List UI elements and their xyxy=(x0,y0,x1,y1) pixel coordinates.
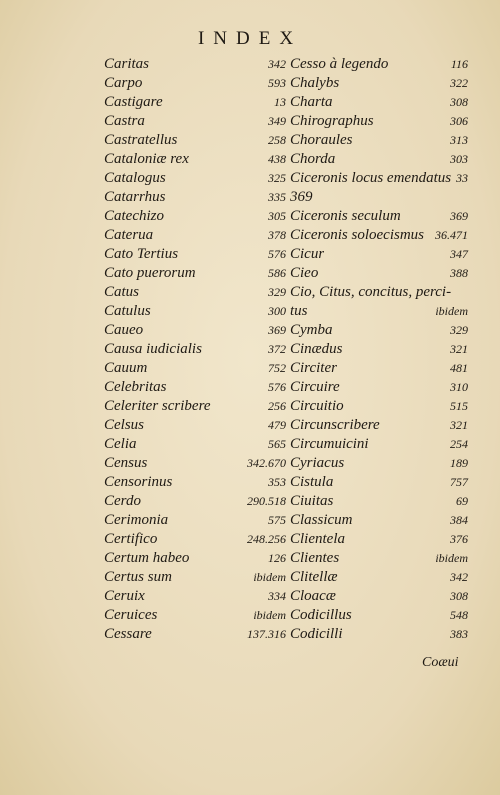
index-term: Cauum xyxy=(104,360,148,376)
index-term: Cesso à legendo xyxy=(290,56,389,72)
index-term: Cistula xyxy=(290,474,334,490)
page-reference: 372 xyxy=(268,342,286,356)
page-reference: 353 xyxy=(268,475,286,489)
page-reference: 116 xyxy=(450,57,468,71)
index-entry xyxy=(104,55,286,74)
index-entry xyxy=(290,359,468,378)
page-reference: 300 xyxy=(268,304,286,318)
index-term: Caueo xyxy=(104,322,144,338)
catchword: Coæui xyxy=(422,655,459,670)
page-reference: 322 xyxy=(450,76,468,90)
index-term: Circiter xyxy=(290,360,337,376)
index-term: Cinædus xyxy=(290,341,343,357)
page-reference: 313 xyxy=(450,133,468,147)
index-term: Choraules xyxy=(290,132,353,148)
index-entry xyxy=(290,131,468,150)
index-term: Ceruices xyxy=(104,607,158,623)
index-entry xyxy=(104,435,286,454)
page-reference: 137.316 xyxy=(247,627,286,641)
index-entry xyxy=(290,454,468,473)
index-term: Cato puerorum xyxy=(104,265,196,281)
page-reference: 383 xyxy=(450,627,468,641)
index-entry xyxy=(104,454,286,473)
index-entry xyxy=(104,150,286,169)
index-entry xyxy=(104,340,286,359)
index-term: Cerimonia xyxy=(104,512,169,528)
index-term: Catalogus xyxy=(104,170,166,186)
index-entry xyxy=(290,511,468,530)
index-entry xyxy=(104,264,286,283)
index-entry xyxy=(104,549,286,568)
page-reference: 752 xyxy=(268,361,286,375)
page-reference: 586 xyxy=(268,266,286,280)
index-entry xyxy=(104,245,286,264)
page-reference: 33 xyxy=(456,171,468,185)
index-entry xyxy=(290,245,468,264)
page-reference: 576 xyxy=(268,380,286,394)
page-reference: 36.471 xyxy=(435,228,468,242)
index-entry xyxy=(104,397,286,416)
page-reference: 438 xyxy=(268,152,286,166)
index-entry xyxy=(290,169,468,188)
index-term: Cato Tertius xyxy=(104,246,179,262)
index-term: Certum habeo xyxy=(104,550,190,566)
index-entry xyxy=(104,112,286,131)
index-term: Chorda xyxy=(290,151,336,167)
index-entry xyxy=(290,93,468,112)
index-term: Catulus xyxy=(104,303,151,319)
page-reference: 378 xyxy=(268,228,286,242)
page-reference: 376 xyxy=(450,532,468,546)
index-entry xyxy=(104,226,286,245)
index-term: Ciceronis soloecismus xyxy=(290,227,425,243)
index-entry xyxy=(290,530,468,549)
index-term: Codicilli xyxy=(290,626,343,642)
index-entry xyxy=(104,625,286,644)
index-entry xyxy=(290,150,468,169)
index-entry xyxy=(290,473,468,492)
index-entry xyxy=(290,416,468,435)
page-reference: 189 xyxy=(450,456,468,470)
index-entry xyxy=(290,302,468,321)
index-entry xyxy=(104,283,286,302)
page-reference: 329 xyxy=(450,323,468,337)
index-entry xyxy=(104,359,286,378)
index-term: Cio, Citus, concitus, perci- xyxy=(290,284,452,300)
index-entry xyxy=(104,321,286,340)
index-entry xyxy=(104,530,286,549)
index-entry xyxy=(290,378,468,397)
page-reference: 575 xyxy=(268,513,286,527)
index-term: Caritas xyxy=(104,56,150,72)
index-term: Ciceronis seculum xyxy=(290,208,401,224)
index-entry xyxy=(104,587,286,606)
page-reference: 548 xyxy=(450,608,468,622)
index-entry xyxy=(104,473,286,492)
index-entry xyxy=(290,435,468,454)
page-reference: 479 xyxy=(268,418,286,432)
page-reference: ibidem xyxy=(253,570,286,584)
index-term: 369 xyxy=(290,189,313,205)
page-reference: 342 xyxy=(450,570,468,584)
index-term: Chalybs xyxy=(290,75,340,91)
page-reference: 256 xyxy=(268,399,286,413)
index-term: Ceruix xyxy=(104,588,145,604)
index-term: Ciuitas xyxy=(290,493,334,509)
index-term: Cloacæ xyxy=(290,588,336,604)
index-term: tus xyxy=(290,303,308,319)
index-entry xyxy=(104,188,286,207)
index-entry xyxy=(290,587,468,606)
page-reference: 290.518 xyxy=(247,494,286,508)
index-entry xyxy=(290,340,468,359)
index-entry xyxy=(290,112,468,131)
index-entry xyxy=(290,568,468,587)
index-term: Cymba xyxy=(290,322,333,338)
index-term: Circunscribere xyxy=(290,417,380,433)
index-term: Celsus xyxy=(104,417,145,433)
page-reference: 347 xyxy=(450,247,468,261)
index-entry xyxy=(290,549,468,568)
page-reference: 593 xyxy=(268,76,286,90)
index-entry xyxy=(104,492,286,511)
index-entry xyxy=(104,169,286,188)
page-reference: 321 xyxy=(450,342,468,356)
index-entry xyxy=(104,378,286,397)
index-term: Charta xyxy=(290,94,333,110)
page-reference: 69 xyxy=(456,494,468,508)
index-term: Chirographus xyxy=(290,113,374,129)
page-reference: 126 xyxy=(268,551,286,565)
index-entry xyxy=(290,321,468,340)
index-entry xyxy=(290,492,468,511)
page-reference: ibidem xyxy=(253,608,286,622)
index-term: Clientes xyxy=(290,550,340,566)
page-reference: 335 xyxy=(268,190,286,204)
index-term: Catarrhus xyxy=(104,189,166,205)
index-term: Cerdo xyxy=(104,493,141,509)
index-entry xyxy=(104,74,286,93)
index-entry xyxy=(290,55,468,74)
index-term: Celeriter scribere xyxy=(104,398,211,414)
page-reference: 342.670 xyxy=(247,456,286,470)
page-reference: 306 xyxy=(450,114,468,128)
page-reference: 388 xyxy=(450,266,468,280)
index-term: Castigare xyxy=(104,94,163,110)
index-term: Castratellus xyxy=(104,132,178,148)
running-head: INDEX xyxy=(197,28,303,49)
index-entry xyxy=(290,264,468,283)
index-term: Censorinus xyxy=(104,474,173,490)
index-term: Causa iudicialis xyxy=(104,341,202,357)
page-reference: 515 xyxy=(450,399,468,413)
index-entry xyxy=(290,226,468,245)
index-term: Ciceronis locus emendatus xyxy=(290,170,452,186)
index-entry xyxy=(290,74,468,93)
index-term: Cyriacus xyxy=(290,455,345,471)
index-term: Cicur xyxy=(290,246,325,262)
index-term: Clitellæ xyxy=(290,569,338,585)
index-term: Castra xyxy=(104,113,145,129)
page-reference: 384 xyxy=(450,513,468,527)
index-term: Census xyxy=(104,455,148,471)
index-term: Caterua xyxy=(104,227,154,243)
index-term: Carpo xyxy=(104,75,143,91)
index-column-right xyxy=(290,55,468,644)
index-term: Classicum xyxy=(290,512,353,528)
index-term: Celebritas xyxy=(104,379,167,395)
page-reference: 254 xyxy=(450,437,468,451)
index-term: Circuitio xyxy=(290,398,344,414)
index-entry xyxy=(104,511,286,530)
index-term: Cessare xyxy=(104,626,152,642)
index-term: Catus xyxy=(104,284,140,300)
index-entry xyxy=(104,606,286,625)
index-term: Cieo xyxy=(290,265,319,281)
page-reference: 565 xyxy=(268,437,286,451)
index-entry xyxy=(290,207,468,226)
page-reference: 308 xyxy=(450,589,468,603)
page-reference: 369 xyxy=(268,323,286,337)
page-reference: 248.256 xyxy=(247,532,286,546)
page-reference: 342 xyxy=(268,57,286,71)
index-term: Celia xyxy=(104,436,137,452)
page-reference: ibidem xyxy=(435,304,468,318)
index-entry xyxy=(290,188,468,207)
index-entry xyxy=(290,283,468,302)
index-term: Cataloniæ rex xyxy=(104,151,189,167)
index-entry xyxy=(104,93,286,112)
page-reference: 303 xyxy=(450,152,468,166)
index-entry xyxy=(104,207,286,226)
page-reference: 757 xyxy=(450,475,468,489)
index-entry xyxy=(104,416,286,435)
index-entry xyxy=(104,302,286,321)
page-reference: 334 xyxy=(268,589,286,603)
page-reference: 369 xyxy=(450,209,468,223)
index-entry xyxy=(290,606,468,625)
index-term: Catechizo xyxy=(104,208,164,224)
index-term: Certus sum xyxy=(104,569,172,585)
page-reference: 325 xyxy=(268,171,286,185)
page-reference: 329 xyxy=(268,285,286,299)
page-reference: 576 xyxy=(268,247,286,261)
page-reference: ibidem xyxy=(435,551,468,565)
page-reference: 258 xyxy=(268,133,286,147)
index-term: Circuire xyxy=(290,379,340,395)
page-reference: 13 xyxy=(274,95,286,109)
index-term: Clientela xyxy=(290,531,345,547)
index-entry xyxy=(104,568,286,587)
page-reference: 308 xyxy=(450,95,468,109)
index-entry xyxy=(290,625,468,644)
page-reference: 310 xyxy=(450,380,468,394)
page-reference: 481 xyxy=(450,361,468,375)
index-term: Certifico xyxy=(104,531,158,547)
page-reference: 349 xyxy=(268,114,286,128)
page-reference: 305 xyxy=(268,209,286,223)
page-reference: 321 xyxy=(450,418,468,432)
index-column-left xyxy=(104,55,286,644)
index-term: Codicillus xyxy=(290,607,352,623)
index-term: Circumuicini xyxy=(290,436,369,452)
index-entry xyxy=(104,131,286,150)
index-entry xyxy=(290,397,468,416)
